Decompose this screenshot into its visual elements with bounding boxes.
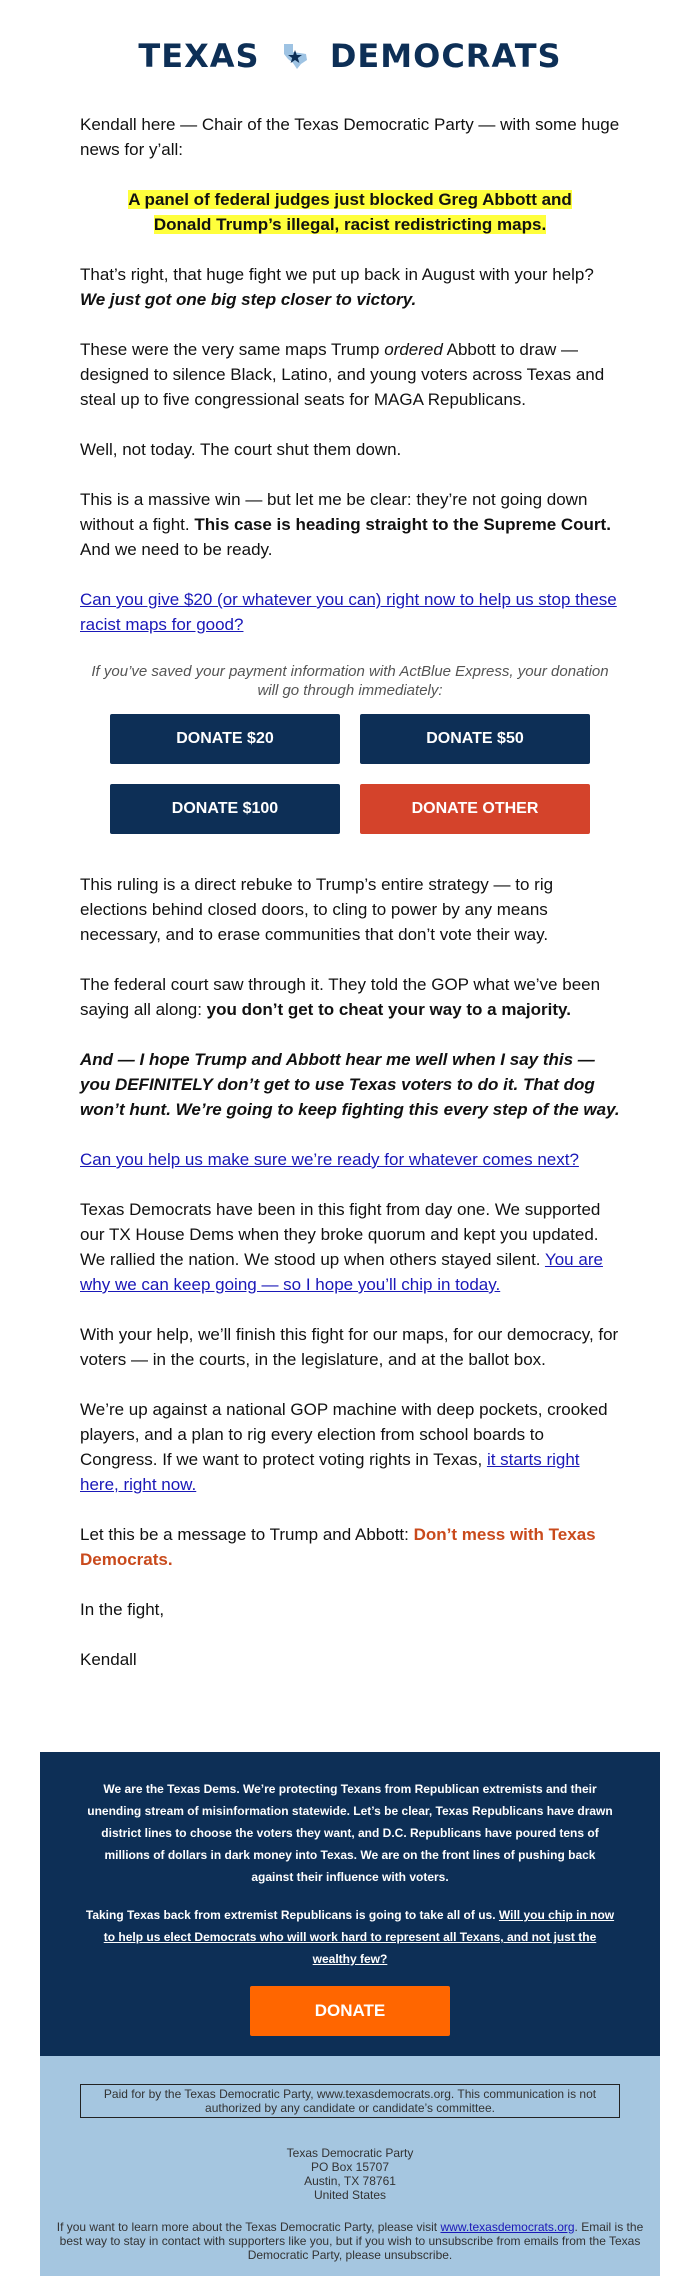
paragraph-supreme-a: This is a massive win — but let me be clear: they’re not going down without a fight. <box>80 490 588 534</box>
donate-100-button[interactable]: DONATE $100 <box>110 784 340 834</box>
ask-paragraph-1 <box>80 587 620 637</box>
paid-for-disclaimer: Paid for by the Texas Democratic Party, www.texasdemocrats.org. This communication is not authorized by any candidate or candidate’s committee. <box>80 2084 620 2118</box>
ask-paragraph-2 <box>80 1147 620 1172</box>
actblue-saved-note: If you’ve saved your payment information with ActBlue Express, your donation will go through immediately: <box>91 663 609 699</box>
signature: Kendall <box>80 1650 137 1669</box>
paragraph-victory-emphasis: We just got one big step closer to victory. <box>80 290 417 309</box>
paragraph-victory <box>80 262 620 312</box>
address-city: Austin, TX 78761 <box>304 2174 396 2188</box>
paragraph-day-one-text: Texas Democrats have been in this fight from day one. We supported our TX House Dems when they broke quorum and kept you updated. We rallied the nation. We stood up when others stayed silent. <box>80 1200 601 1269</box>
paragraph-maps-b: Abbott to draw — designed to silence Black, Latino, and young voters across Texas and steal up to five congressional seats for MAGA Republicans. <box>80 340 605 409</box>
headline-line-2: Donald Trump’s illegal, racist redistricting maps. <box>153 215 547 234</box>
footer-ask-text: Taking Texas back from extremist Republicans is going to take all of us. <box>85 1908 499 1922</box>
footer-about-text: We are the Texas Dems. We’re protecting Texans from Republican extremists and their unending stream of misinformation statewide. Let’s be clear, Texas Republicans have drawn district lines to choose the voters they want, and D.C. Republicans have poured tens of millions of dollars in dark money into Texas. We are on the front lines of pushing back against their influence with voters. <box>87 1782 613 1884</box>
chip-in-link[interactable]: You are why we can keep going — so I hope you’ll chip in today. <box>80 1250 603 1294</box>
texas-star-icon <box>280 41 310 71</box>
footer-donate-button[interactable]: DONATE <box>250 1986 450 2036</box>
paragraph-federal-bold: you don’t get to cheat your way to a majority. <box>206 1000 571 1019</box>
logo-word-texas: TEXAS <box>138 37 260 75</box>
paragraph-message <box>80 1522 620 1572</box>
footer-ask-link[interactable]: Will you chip in now to help us elect Democrats who will work hard to represent all Texans, and not just the wealthy few? <box>103 1908 615 1966</box>
paragraph-message-text: Let this be a message to Trump and Abbott: <box>80 1525 414 1544</box>
dont-mess-text: Don’t mess with Texas Democrats. <box>80 1525 596 1569</box>
paragraph-federal-court <box>80 972 620 1022</box>
legal-text-b: . Email is the best way to stay in contact with supporters like you, but if you wish to unsubscribe from emails from the Texas Democratic Party, please unsubscribe. <box>59 2220 644 2262</box>
mailing-address <box>56 2146 644 2202</box>
donate-ask-link-2[interactable]: Can you help us make sure we’re ready for whatever comes next? <box>80 1150 579 1169</box>
address-name: Texas Democratic Party <box>286 2146 414 2160</box>
paragraph-supreme-court <box>80 487 620 562</box>
website-link[interactable]: www.texasdemocrats.org <box>440 2220 575 2234</box>
intro-paragraph: Kendall here — Chair of the Texas Democratic Party — with some huge news for y’all: <box>80 115 620 159</box>
donate-50-button[interactable]: DONATE $50 <box>360 714 590 764</box>
headline-highlight <box>80 187 620 237</box>
paragraph-day-one <box>80 1197 620 1297</box>
paragraph-federal-a: The federal court saw through it. They told the GOP what we’ve been saying all along: <box>80 975 601 1019</box>
legal-text-a: If you want to learn more about the Texas Democratic Party, please visit <box>56 2220 441 2234</box>
paragraph-supreme-b: And we need to be ready. <box>80 540 273 559</box>
paragraph-rebuke: This ruling is a direct rebuke to Trump’s entire strategy — to rig elections behind closed doors, to cling to power by any means necessary, and to erase communities that don’t vote their way. <box>80 875 554 944</box>
paragraph-gop-machine <box>80 1397 620 1497</box>
headline-line-1: A panel of federal judges just blocked Greg Abbott and <box>128 190 572 209</box>
paragraph-maps-italic: ordered <box>384 340 443 359</box>
paragraph-victory-text: That’s right, that huge fight we put up back in August with your help? <box>80 265 594 284</box>
email-body <box>0 112 700 1672</box>
donate-ask-link-1[interactable]: Can you give $20 (or whatever you can) right now to help us stop these racist maps for good? <box>80 590 617 634</box>
footer-ask <box>82 1904 618 1970</box>
paragraph-maps-a: These were the very same maps Trump <box>80 340 385 359</box>
donate-20-button[interactable]: DONATE $20 <box>110 714 340 764</box>
logo-word-democrats: DEMOCRATS <box>329 37 562 75</box>
paragraph-finish-fight: With your help, we’ll finish this fight for our maps, for our democracy, for voters — in the courts, in the legislature, and at the ballot box. <box>80 1325 619 1369</box>
texas-democrats-logo[interactable] <box>0 34 700 76</box>
address-country: United States <box>313 2188 387 2202</box>
paragraph-dog-wont-hunt: And — I hope Trump and Abbott hear me well when I say this — you DEFINITELY don’t get to use Texas voters to do it. That dog won’t hunt. We’re going to keep fighting this every step of the way. <box>80 1050 620 1119</box>
right-here-link[interactable]: it starts right here, right now. <box>80 1450 580 1494</box>
donate-button-grid <box>80 714 620 834</box>
unsubscribe-text <box>56 2220 644 2262</box>
address-po: PO Box 15707 <box>310 2160 390 2174</box>
footer-about-section <box>40 1752 660 2056</box>
signoff: In the fight, <box>80 1600 165 1619</box>
email-header <box>0 0 700 112</box>
donate-other-button[interactable]: DONATE OTHER <box>360 784 590 834</box>
paragraph-gop-text: We’re up against a national GOP machine with deep pockets, crooked players, and a plan to rig every election from school boards to Congress. If we want to protect voting rights in Texas, <box>80 1400 608 1469</box>
paragraph-court: Well, not today. The court shut them down. <box>80 440 402 459</box>
paragraph-supreme-bold: This case is heading straight to the Supreme Court. <box>194 515 611 534</box>
footer-legal-section <box>40 2056 660 2276</box>
paragraph-maps <box>80 337 620 412</box>
